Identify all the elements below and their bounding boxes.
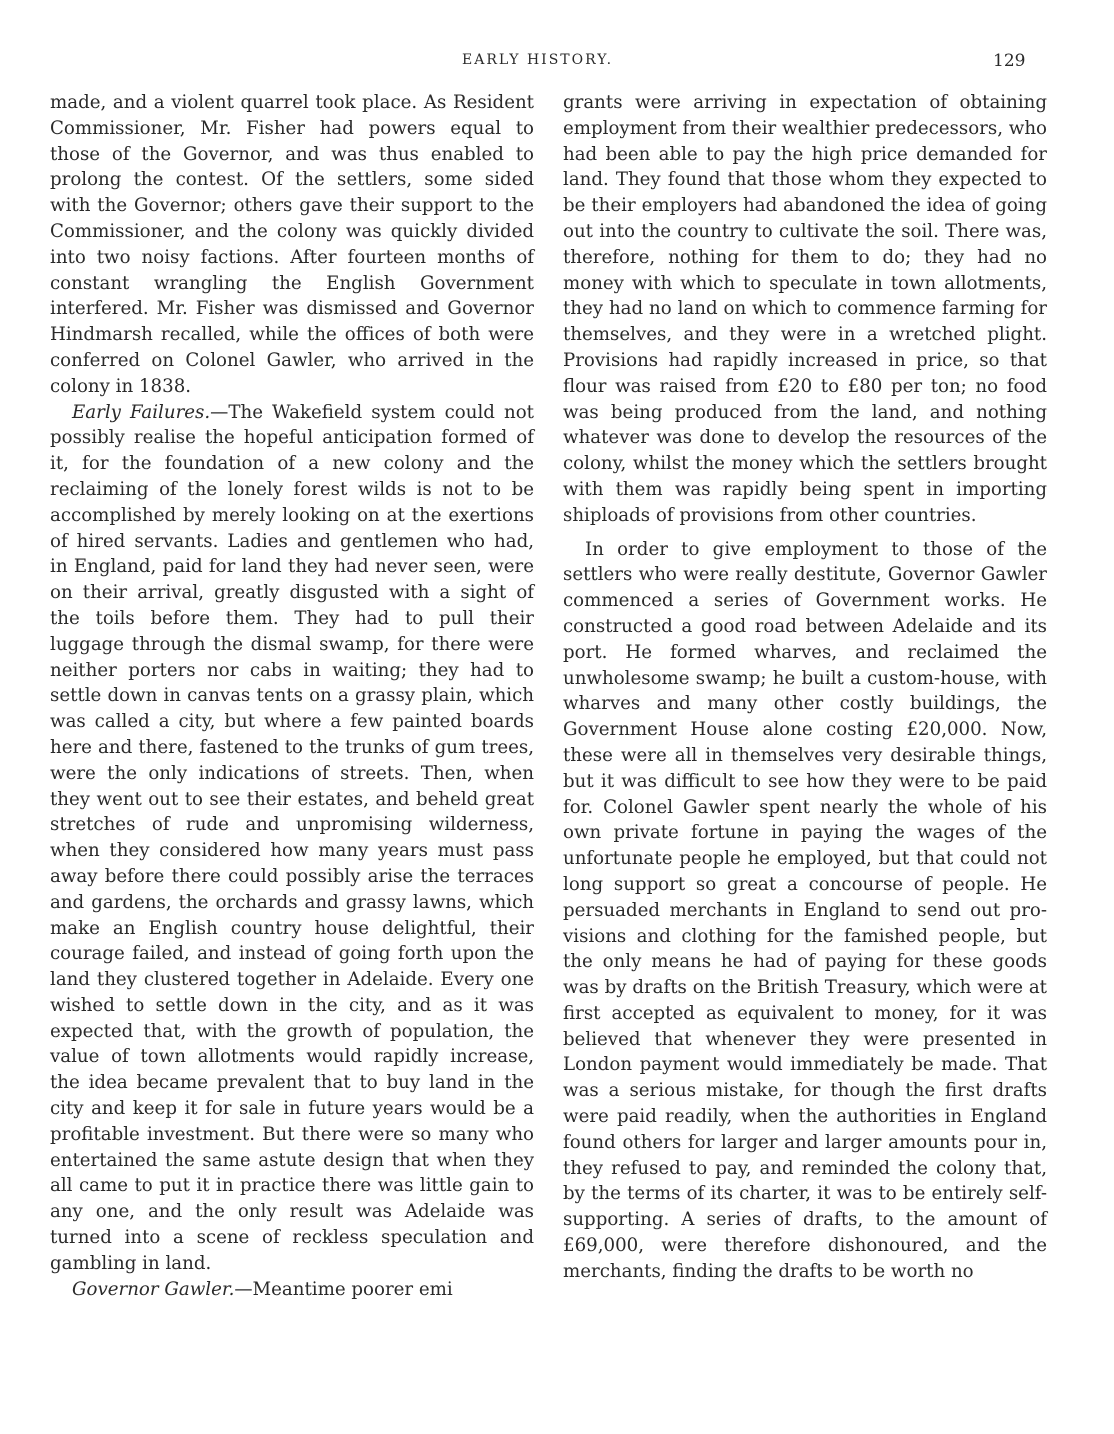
paragraph-early-failures [50,400,534,1277]
paragraph-governor-gawler [50,1277,534,1303]
paragraph-government-works: In order to give employment to those of the settlers who were really destitute, Governor Gawler commenced a series of Government works. He constructed a good road between Adelaide and its port. He formed wharves, and reclaimed the unwholesome swamp; he built a custom-house, with wharves and many other costly buildings, the Government House alone costing £20,000. Now, these were all in themselves very desirable things, but it was difficult to see how they were to be paid for. Colonel Gawler spent nearly the whole of his own private fortune in paying the wages of the unfortunate people he employed, but that could not long support so great a concourse of people. He persuaded merchants in England to send out provisions and clothing for the famished people, but the only means he had of paying for these goods was by drafts on the British Treasury, which were at first accepted as equivalent to money, for it was believed that whenever they were presented in London payment would immediately be made. That was a serious mistake, for though the first drafts were paid readily, when the authorities in England found others for larger and larger amounts pour in, they refused to pay, and reminded the colony that, by the terms of its charter, it was to be entirely self-supporting. A series of drafts, to the amount of £69,000, were therefore dishonoured, and the merchants, finding the drafts to be worth no [563,538,1047,1282]
running-head [0,52,1114,82]
paragraph-continuation: made, and a violent quarrel took place. As Resident Commissioner, Mr. Fisher had powers equal to those of the Governor, and was thus enabled to prolong the contest. Of the settlers, some sided with the Governor; others gave their support to the Commissioner, and the colony was quickly divided into two noisy factions. After fourteen months of constant wrangling the English Government interfered. Mr. Fisher was dismissed and Governor Hindmarsh recalled, while the offices of both were conferred on Colonel Gawler, who arrived in the colony in 1838. [50,92,534,397]
paragraph-body: —The Wakefield system could not possibly realise the hopeful anticipation formed of it, for the foundation of a new colony and the reclaiming of the lonely forest wilds is not to be accomplished by merely looking on at the exertions of hired servants. Ladies and gentlemen who had, in England, paid for land they had never seen, were on their arrival, greatly disgusted with a sight of the toils before them. They had to pull their luggage through the dismal swamp, for there were neither porters nor cabs in waiting; they had to settle down in canvas tents on a grassy plain, which was called a city, but where a few painted boards here and there, fastened to the trunks of gum trees, were the only indications of streets. Then, when they went out to see their estates, and beheld great stretches of rude and unpromising wilderness, when they considered how many years must pass away before there could possibly arise the terraces and gardens, the orchards and grassy lawns, which make an English country house delightful, their courage failed, and instead of going forth upon the land they clustered together in Adelaide. Every one wished to settle down in the city, and as it was expected that, with the growth of population, the value of town allotments would rapidly increase, the idea became prevalent that to buy land in the city and keep it for sale in future years would be a profitable investment. But there were so many who entertained the same astute design that when they all came to put it in practice there was little gain to any one, and the only result was Adelaide was turned into a scene of reckless speculation and gambling in land. [50,401,534,1274]
paragraph-body: —Meantime poorer emi [234,1278,453,1300]
page-number: 129 [993,51,1026,71]
running-title: EARLY HISTORY. [462,52,614,68]
run-in-heading-early-failures: Early Failures. [72,401,211,423]
paragraph-continuation: grants were arriving in expectation of obtaining employment from their wealthier predecessors, who had been able to pay the high price demanded for land. They found that those whom they expected to be their employers had abandoned the idea of going out into the country to cultivate the soil. There was, therefore, nothing for them to do; they had no money with which to speculate in town allotments, they had no land on which to commence farming for themselves, and they were in a wretched plight. Provisions had rapidly increased in price, so that flour was raised from £20 to £80 per ton; no food was being produced from the land, and nothing whatever was done to develop the resources of the colony, whilst the money which the settlers brought with them was rapidly being spent in importing shiploads of provisions from other countries. [563,92,1047,526]
right-column [563,90,1047,1285]
run-in-heading-governor-gawler: Governor Gawler. [72,1278,235,1300]
left-column [50,90,534,1302]
